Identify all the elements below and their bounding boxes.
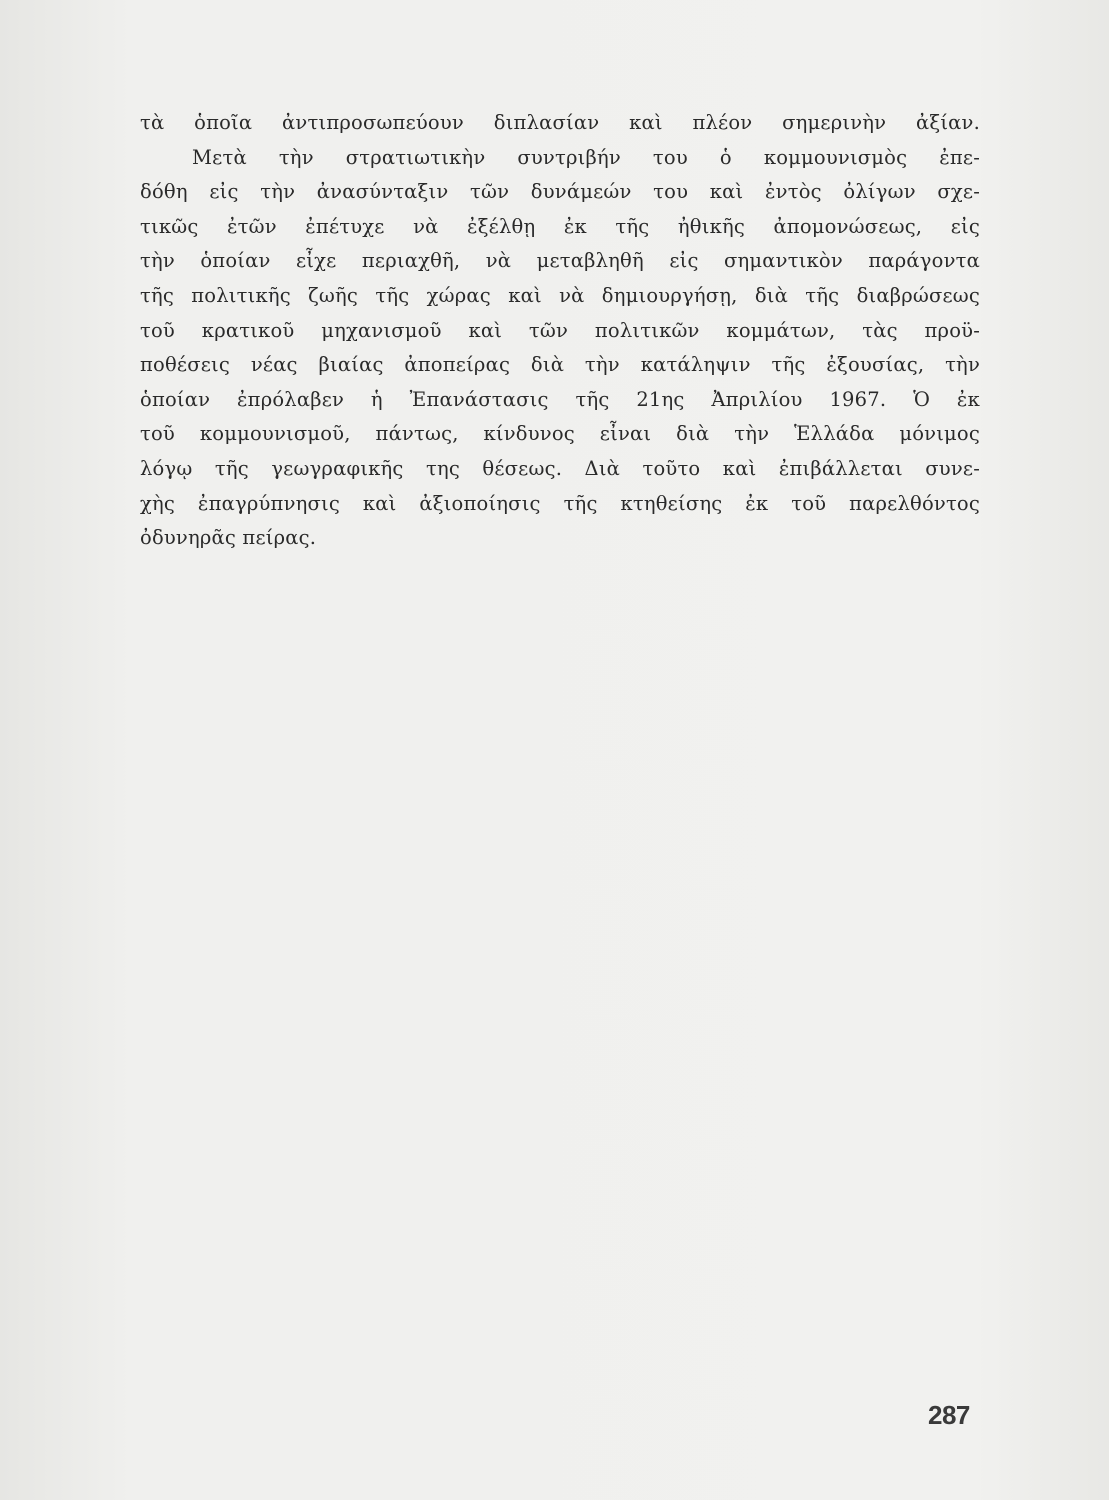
text-line: τὴν ὁποίαν εἶχε περιαχθῆ, νὰ μεταβληθῆ εἰς σημαντικὸν παράγοντα	[140, 249, 980, 273]
text-line: ὀδυνηρᾶς πείρας.	[140, 526, 317, 550]
text-line: λόγῳ τῆς γεωγραφικῆς της θέσεως. Διὰ τοῦτο καὶ ἐπιβάλλεται συνε-	[140, 456, 980, 480]
text-line: τοῦ κομμουνισμοῦ, πάντως, κίνδυνος εἶναι διὰ τὴν Ἑλλάδα μόνιμος	[140, 422, 980, 446]
text-line: τὰ ὁποῖα ἀντιπροσωπεύουν διπλασίαν καὶ πλέον σημερινὴν ἀξίαν.	[140, 111, 980, 134]
text-line: ὁποίαν ἐπρόλαβεν ἡ Ἐπανάστασις τῆς 21ης Ἀπριλίου 1967. Ὁ ἐκ	[140, 387, 980, 411]
text-line: ποθέσεις νέας βιαίας ἀποπείρας διὰ τὴν κατάληψιν τῆς ἐξουσίας, τὴν	[140, 353, 980, 377]
text-line: τικῶς ἐτῶν ἐπέτυχε νὰ ἐξέλθῃ ἐκ τῆς ἠθικῆς ἀπομονώσεως, εἰς	[140, 214, 980, 238]
text-line: δόθη εἰς τὴν ἀνασύνταξιν τῶν δυνάμεών του καὶ ἐντὸς ὀλίγων σχε-	[140, 180, 980, 204]
page-number: 287	[928, 1400, 970, 1430]
text-line: τοῦ κρατικοῦ μηχανισμοῦ καὶ τῶν πολιτικῶν κομμάτων, τὰς προϋ-	[140, 318, 980, 342]
text-line: τῆς πολιτικῆς ζωῆς τῆς χώρας καὶ νὰ δημιουργήσῃ, διὰ τῆς διαβρώσεως	[140, 283, 980, 307]
body-text	[140, 106, 980, 556]
text-line: χὴς ἐπαγρύπνησις καὶ ἀξιοποίησις τῆς κτηθείσης ἐκ τοῦ παρελθόντος	[140, 491, 980, 515]
text-line: Μετὰ τὴν στρατιωτικὴν συντριβήν του ὁ κομμουνισμὸς ἐπε-	[192, 145, 980, 169]
